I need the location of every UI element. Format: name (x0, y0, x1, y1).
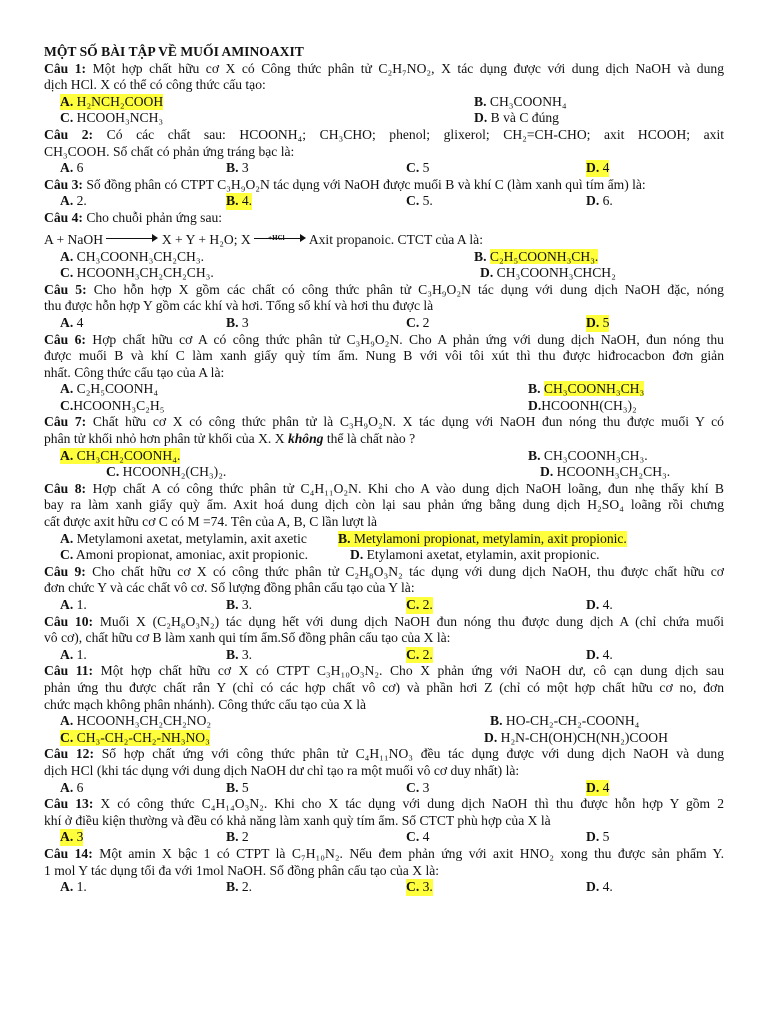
option-a[interactable]: A. 1. (60, 879, 87, 895)
option-c[interactable]: C. 2. (406, 646, 433, 662)
question-label: Câu 12: (44, 746, 95, 762)
option-d[interactable]: D. 5 (586, 314, 610, 330)
answer-row (44, 110, 724, 127)
option-d[interactable]: D. Etylamoni axetat, etylamin, axit propionic. (350, 547, 600, 563)
option-b[interactable]: B. 2 (226, 829, 249, 845)
answer-row (44, 780, 724, 797)
option-d[interactable]: D. 6. (586, 193, 613, 209)
option-a[interactable]: A. HCOONH₃CH₂CH₂NO₂ (60, 713, 212, 729)
question-label: Câu 8: (44, 480, 87, 496)
answer-row (44, 94, 724, 111)
answer-row (44, 398, 724, 415)
question-label: Câu 1: (44, 60, 87, 76)
option-d[interactable]: D. 4. (586, 646, 613, 662)
option-c[interactable]: C.HCOONH₃C₂H₅ (60, 397, 165, 413)
option-c[interactable]: C. 5. (406, 193, 433, 209)
question-6-text-cont: nhất. Công thức cấu tạo của A là: (44, 364, 225, 380)
answer-row (44, 730, 724, 747)
page-title: MỘT SỐ BÀI TẬP VỀ MUỐI AMINOAXIT (44, 44, 304, 59)
answer-row (44, 829, 724, 846)
option-b[interactable]: B. CH₃COONH₃CH₃ (528, 381, 645, 397)
option-b[interactable]: B. Metylamoni propionat, metylamin, axit propionic. (338, 530, 627, 546)
question-9-text: Câu 9: Cho chất hữu cơ X có công thức phân tử C₂H₈O₃N₂ tác dụng với dung dịch NaOH, thu được chất hữu cơ (44, 563, 724, 579)
option-a[interactable]: A. 3 (60, 829, 84, 845)
question-label: Câu 14: (44, 845, 93, 861)
question-label: Câu 9: (44, 563, 86, 579)
answer-row (44, 160, 724, 177)
question-4-text: Câu 4: Cho chuỗi phản ứng sau: (44, 209, 223, 225)
question-5-text: Câu 5: Cho hỗn hợp X gồm các chất có công thức phân tử C₃H₉O₂N tác dụng với dung dịch NaOH đặc, nóng (44, 281, 724, 297)
question-10-text-cont: vô cơ), chất hữu cơ B làm xanh qui tím ẩm.Số đồng phân cấu tạo của X là: (44, 630, 451, 646)
question-7-text-cont: phân tử khối nhỏ hơn phân tử khối của X. X không thể là chất nào ? (44, 431, 416, 447)
option-b[interactable]: B. CH₃COONH₄ (474, 93, 567, 109)
option-c[interactable]: C. HCOONH₃CH₂CH₂CH₃. (60, 265, 214, 281)
option-b[interactable]: B. HO-CH₂-CH₂-COONH₄ (490, 713, 640, 729)
question-1-text: Câu 1: Một hợp chất hữu cơ X có Công thức phân tử C₂H₇NO₂, X tác dụng được với dung dịch NaOH và dung (44, 60, 724, 76)
option-b[interactable]: B. 3 (226, 314, 249, 330)
option-b[interactable]: B. 3. (226, 646, 253, 662)
option-c[interactable]: C. HCOOH₃NCH₃ (60, 110, 164, 126)
question-label: Câu 2: (44, 126, 94, 142)
option-b[interactable]: B. 4. (226, 193, 253, 209)
question-6-text-cont: được muối B và khí C làm xanh giấy quỳ tím ẩm. Nung B với vôi tôi xút thì thu được hiđrocacbon đơn giản (44, 348, 724, 364)
option-d[interactable]: D. CH₃COONH₃CHCH₂ (480, 265, 616, 281)
option-d[interactable]: D. 4. (586, 597, 613, 612)
answer-row (44, 531, 724, 548)
option-a[interactable]: A. 6 (60, 160, 84, 176)
option-a[interactable]: A. 1. (60, 646, 87, 662)
option-b[interactable]: B. 2. (226, 879, 253, 895)
question-label: Câu 7: (44, 414, 87, 430)
question-10-text: Câu 10: Muối X (C₂H₈O₃N₂) tác dụng hết với dung dịch NaOH đun nóng thu được dung dịch A (chỉ chứa muối (44, 613, 725, 629)
question-13-text: Câu 13: X có công thức C₄H₁₄O₃N₂. Khi cho X tác dụng với dung dịch NaOH thì thu được hỗn hợp Y gồm 2 (44, 796, 724, 812)
answer-row (44, 265, 724, 282)
arrow-label: +HCl (268, 233, 285, 242)
answer-row (44, 249, 724, 266)
option-a[interactable]: A. 2. (60, 193, 87, 209)
answer-row (44, 381, 724, 398)
question-11-text-cont: chức mạch không phân nhánh). Công thức cấu tạo của X là (44, 696, 367, 712)
option-c[interactable]: C. 5 (406, 160, 430, 176)
option-c[interactable]: C. 3. (406, 879, 433, 895)
question-2-text: Câu 2: Có các chất sau: HCOONH₄; CH₃CHO; phenol; glixerol; CH₂=CH-CHO; axit HCOOH; axit (44, 126, 724, 142)
option-d[interactable]: D. 4 (586, 779, 610, 795)
question-11-text-cont: phản ứng thu được chất rắn Y (chỉ có các hợp chất vô cơ) và phần hơi Z (chỉ có một hợp chất hữu cơ no, đơn (44, 679, 724, 695)
question-label: Câu 11: (44, 663, 94, 679)
question-label: Câu 10: (44, 613, 94, 629)
option-c[interactable]: C. 3 (406, 779, 430, 795)
option-a[interactable]: A. CH₃CH₂COONH₄. (60, 447, 181, 463)
option-d[interactable]: D. B và C đúng (474, 110, 559, 126)
question-1-text-cont: dịch HCl. X có thể có công thức cấu tạo: (44, 77, 266, 93)
option-b[interactable]: B. 5 (226, 779, 249, 795)
question-14-text-cont: 1 mol Y tác dụng tối đa với 1mol NaOH. Số đồng phân cấu tạo của X là: (44, 862, 440, 878)
question-11-text: Câu 11: Một hợp chất hữu cơ X có CTPT C₃H₁₀O₃N₂. Cho X phản ứng với NaOH dư, cô cạn dung dịch sau (44, 663, 724, 679)
question-2-text-cont: CH₃COOH. Số chất có phản ứng tráng bạc là: (44, 143, 295, 159)
question-label: Câu 4: (44, 209, 83, 225)
reaction-arrow-icon (254, 233, 306, 243)
question-8-text-cont: cất được axit hữu cơ C có M =74. Tên của A, B, C lần lượt là (44, 514, 378, 530)
question-label: Câu 5: (44, 281, 87, 297)
option-b[interactable]: B. CH₃COONH₃CH₃. (528, 447, 648, 463)
reaction-equation: A + NaOH X + Y + H₂O; X +HCl Axit propanoic. CTCT của A là: (44, 227, 724, 249)
answer-row (44, 448, 724, 465)
option-a[interactable]: A. H₂NCH₂COOH (60, 93, 164, 109)
question-label: Câu 13: (44, 796, 94, 812)
option-a[interactable]: A. 1. (60, 597, 87, 612)
question-7-text: Câu 7: Chất hữu cơ X có công thức phân tử là C₃H₉O₂N. X tác dụng với NaOH đun nóng thu được muối Y có (44, 414, 724, 430)
question-3-text: Câu 3: Số đồng phân có CTPT C₃H₉O₂N tác dụng với NaOH được muối B và khí C (làm xanh quì tím ẩm) là: (44, 176, 646, 192)
option-a[interactable]: A. 6 (60, 779, 84, 795)
question-8-text-cont: bay ra làm xanh giấy quỳ ẩm. Axit hoá dung dịch còn lại sau phản ứng bằng dung dịch H₂SO₄ loãng rồi chưng (44, 497, 724, 513)
option-c[interactable]: C. HCOONH₂(CH₃)₂. (106, 464, 227, 480)
option-d[interactable]: D. 5 (586, 829, 610, 845)
option-b[interactable]: B. 3 (226, 160, 249, 176)
option-c[interactable]: C. 2 (406, 314, 430, 330)
option-d[interactable]: D. 4 (586, 160, 610, 176)
answer-row (44, 647, 724, 664)
option-c[interactable]: C. 4 (406, 829, 430, 845)
question-6-text: Câu 6: Hợp chất hữu cơ A có công thức phân tử C₃H₉O₂N. Cho A phản ứng với dung dịch NaOH, đun nóng thu (44, 331, 724, 347)
question-5-text-cont: thu được hỗn hợp Y gồm các khí và hơi. Tổng số khí và hơi thu được là (44, 298, 434, 314)
option-b[interactable]: B. 3. (226, 597, 253, 612)
question-label: Câu 3: (44, 176, 83, 192)
option-d[interactable]: D.HCOONH(CH₃)₂ (528, 397, 637, 413)
answer-row (44, 315, 724, 332)
option-d[interactable]: D. H₂N-CH(OH)CH(NH₂)COOH (484, 729, 668, 745)
answer-row (44, 464, 724, 481)
option-c[interactable]: C. CH₃-CH₂-CH₂-NH₃NO₃ (60, 729, 210, 745)
option-d[interactable]: D. 4. (586, 879, 613, 895)
answer-row (44, 713, 724, 730)
answer-row (44, 597, 724, 614)
question-12-text: Câu 12: Số hợp chất ứng với công thức phân tử C₄H₁₁NO₃ đều tác dụng được với dung dịch NaOH và dung (44, 746, 725, 762)
option-a[interactable]: A. Metylamoni axetat, metylamin, axit axetic (60, 530, 307, 546)
option-c[interactable]: C. 2. (406, 597, 433, 612)
option-a[interactable]: A. CH₃COONH₃CH₂CH₃. (60, 248, 204, 264)
question-14-text: Câu 14: Một amin X bậc 1 có CTPT là C₇H₁₀N₂. Nếu đem phản ứng với axit HNO₂ xong thu được sản phẩm Y. (44, 845, 724, 861)
question-label: Câu 6: (44, 331, 86, 347)
answer-row (44, 193, 724, 210)
reaction-arrow-icon (106, 233, 158, 243)
option-a[interactable]: A. C₂H₅COONH₄ (60, 381, 159, 397)
answer-row (44, 879, 724, 896)
option-a[interactable]: A. 4 (60, 314, 84, 330)
question-8-text: Câu 8: Hợp chất A có công thức phân tử C₄H₁₁O₂N. Khi cho A vào dung dịch NaOH loãng, đun nhẹ thấy khí B (44, 480, 724, 496)
option-b[interactable]: B. C₂H₅COONH₃CH₃. (474, 248, 599, 264)
answer-row (44, 547, 724, 564)
question-12-text-cont: dịch HCl (khi tác dụng với dung dịch NaOH dư chỉ tạo ra một muối vô cơ duy nhất) là: (44, 762, 520, 778)
question-13-text-cont: khí ở điều kiện thường và đều có khả năng làm xanh quỳ tím ẩm. Số CTCT phù hợp của X là (44, 812, 551, 828)
option-d[interactable]: D. HCOONH₃CH₂CH₃. (540, 464, 671, 480)
question-9-text-cont: đơn chức Y và các chất vô cơ. Số lượng đồng phân cấu tạo của Y là: (44, 580, 415, 596)
document-page (44, 44, 724, 896)
option-c[interactable]: C. Amoni propionat, amoniac, axit propionic. (60, 547, 309, 563)
